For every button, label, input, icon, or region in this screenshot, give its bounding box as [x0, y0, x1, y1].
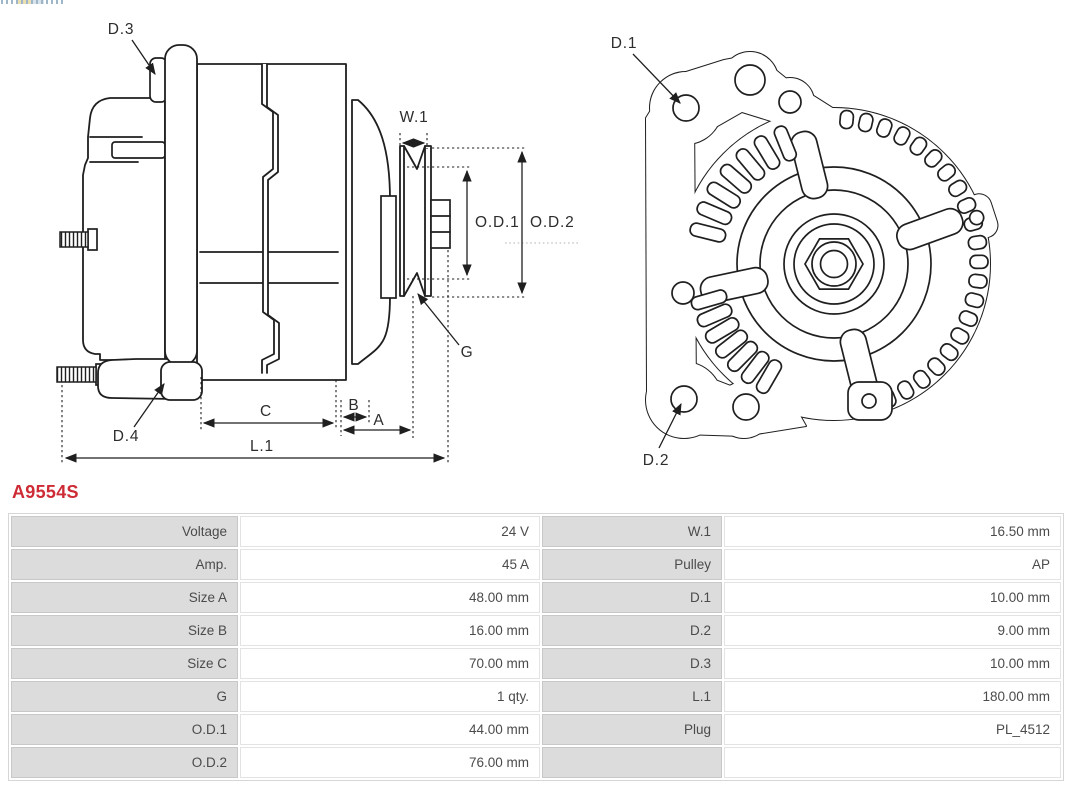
spec-value: 16.50 mm — [724, 516, 1061, 547]
dim-label-a: A — [373, 412, 385, 429]
spec-value: 1 qty. — [240, 681, 540, 712]
spec-value: 10.00 mm — [724, 648, 1061, 679]
spec-label: Size A — [11, 582, 238, 613]
dim-label-d1: D.1 — [610, 35, 638, 52]
spec-label: Size B — [11, 615, 238, 646]
spec-label: Pulley — [542, 549, 722, 580]
spec-value: 10.00 mm — [724, 582, 1061, 613]
spec-value: 76.00 mm — [240, 747, 540, 778]
spec-row — [11, 615, 1061, 646]
spec-row — [11, 681, 1061, 712]
spec-label: Plug — [542, 714, 722, 745]
spec-row — [11, 549, 1061, 580]
dim-label-l1: L.1 — [250, 438, 274, 455]
dim-label-g: G — [460, 344, 474, 361]
spec-value: 16.00 mm — [240, 615, 540, 646]
spec-table — [8, 513, 1064, 781]
spec-label: O.D.1 — [11, 714, 238, 745]
spec-row — [11, 516, 1061, 547]
spec-label: O.D.2 — [11, 747, 238, 778]
spec-value — [724, 747, 1061, 778]
spec-row — [11, 714, 1061, 745]
side-view-drawing — [57, 21, 578, 464]
dim-label-od2: O.D.2 — [530, 214, 575, 231]
dim-label-d2: D.2 — [642, 452, 670, 469]
dim-label-b: B — [348, 397, 360, 414]
spec-value: 180.00 mm — [724, 681, 1061, 712]
spec-label: Size C — [11, 648, 238, 679]
spec-label: D.2 — [542, 615, 722, 646]
dim-label-od1: O.D.1 — [475, 214, 520, 231]
dim-label-c: C — [260, 403, 272, 420]
spec-row — [11, 747, 1061, 778]
spec-label: L.1 — [542, 681, 722, 712]
spec-label: Voltage — [11, 516, 238, 547]
spec-label: W.1 — [542, 516, 722, 547]
front-view-drawing — [611, 35, 1001, 469]
dim-label-d4: D.4 — [112, 428, 140, 445]
spec-value: 45 A — [240, 549, 540, 580]
spec-row — [11, 582, 1061, 613]
spec-value: AP — [724, 549, 1061, 580]
part-number: A9554S — [12, 482, 79, 502]
spec-value: 9.00 mm — [724, 615, 1061, 646]
spec-label — [542, 747, 722, 778]
spec-value: 48.00 mm — [240, 582, 540, 613]
spec-label: G — [11, 681, 238, 712]
spec-value: 44.00 mm — [240, 714, 540, 745]
spec-value: 70.00 mm — [240, 648, 540, 679]
spec-label: Amp. — [11, 549, 238, 580]
spec-label: D.3 — [542, 648, 722, 679]
spec-label: D.1 — [542, 582, 722, 613]
dim-label-w1: W.1 — [399, 109, 429, 126]
spec-row — [11, 648, 1061, 679]
dim-label-d3: D.3 — [107, 21, 135, 38]
spec-value: 24 V — [240, 516, 540, 547]
spec-value: PL_4512 — [724, 714, 1061, 745]
